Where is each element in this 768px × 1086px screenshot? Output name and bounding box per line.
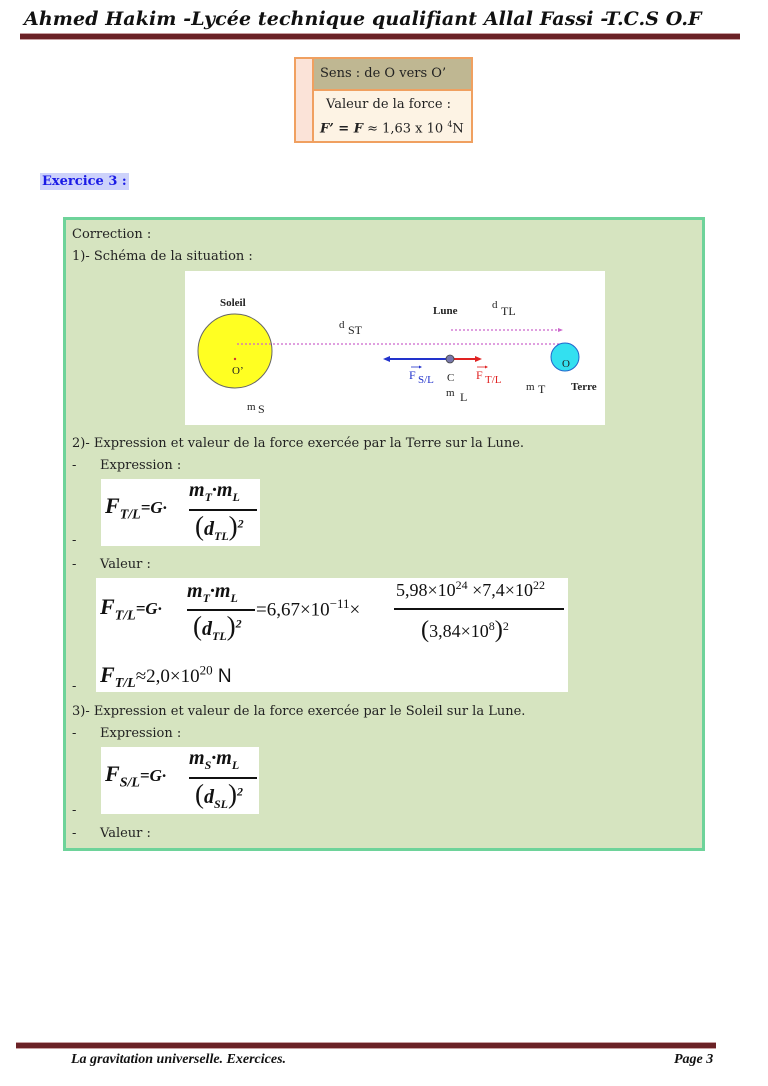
label-ftl-sub: T/L [485, 374, 502, 386]
label-ftl: F [476, 368, 483, 382]
label-fsl: F [409, 368, 416, 382]
label-terre: Terre [571, 381, 597, 393]
force-value-exp: 4 [447, 120, 453, 129]
force-box-stripe [296, 59, 314, 141]
valeur-label-q3: Valeur : [100, 826, 151, 841]
bullet-dash: - [72, 533, 77, 548]
footer-title: La gravitation universelle. Exercices. [71, 1052, 287, 1067]
bullet-dash: - [72, 726, 77, 741]
force-value-unit: N [452, 121, 464, 137]
bullet-dash: - [72, 826, 77, 841]
question-3: 3)- Expression et valeur de la force exercée par le Soleil sur la Lune. [72, 704, 526, 719]
diagram-svg [185, 271, 605, 425]
force-value-label: Valeur de la force : [326, 97, 452, 112]
force-summary-box [294, 57, 473, 143]
equation-fsl-expression: $F_{S/L}=G\cdot$ $m_S\cdot m_L$ $(d_{SL})^2$ [101, 747, 259, 814]
force-value-lhs: F’ = F [320, 121, 363, 137]
page-number: Page 3 [674, 1052, 714, 1067]
force-direction: Sens : de O vers O’ [314, 59, 471, 91]
question-2: 2)- Expression et valeur de la force exercée par la Terre sur la Lune. [72, 436, 525, 451]
header-divider [20, 33, 740, 40]
question-1: 1)- Schéma de la situation : [72, 249, 253, 264]
footer-divider [16, 1042, 716, 1049]
bullet-dash: - [72, 458, 77, 473]
bullet-dash: - [72, 557, 77, 572]
label-dst-sub: ST [348, 323, 363, 337]
label-mt-sub: T [538, 382, 546, 396]
label-ms-sub: S [258, 402, 265, 416]
force-value-rhs: ≈ 1,63 x 10 [362, 121, 448, 137]
label-fsl-sub: S/L [418, 374, 434, 386]
label-ms: m [247, 401, 256, 413]
label-lune: Lune [433, 305, 458, 317]
bullet-dash: - [72, 679, 77, 694]
label-ml: m [446, 387, 455, 399]
label-dtl-sub: TL [501, 304, 516, 318]
valeur-label-q2: Valeur : [100, 557, 151, 572]
label-mt: m [526, 381, 535, 393]
label-soleil: Soleil [220, 297, 246, 309]
label-dst: d [339, 319, 345, 331]
moon-icon [446, 355, 454, 363]
label-c: C [447, 372, 455, 384]
exercise-title: Exercice 3 : [42, 174, 127, 189]
label-dtl: d [492, 299, 498, 311]
bullet-dash: - [72, 803, 77, 818]
equation-ftl-value: $F_{T/L}=G\cdot$ $m_T\cdot m_L$ $(d_{TL})^2$ $=6,67\times 10^{-11}\times$ $5,98\times 10^{24} \times 7,4\times 10^{22}$ $(3,84\times 10^8)^2$ $F_{T/L}\approx 2,0\times 10^{20}$ N [96, 578, 568, 692]
correction-heading: Correction : [72, 227, 152, 242]
force-value [320, 120, 464, 136]
label-o: O [562, 358, 570, 370]
expression-label-q2: Expression : [100, 458, 182, 473]
expression-label-q3: Expression : [100, 726, 182, 741]
page-header-title: Ahmed Hakim -Lycée technique qualifiant Allal Fassi -T.C.S O.F [24, 8, 702, 30]
equation-ftl-expression: $F_{T/L}=G\cdot$ $m_T\cdot m_L$ $(d_{TL})^2$ [101, 479, 260, 546]
label-ml-sub: L [460, 390, 468, 404]
label-o-prime: O’ [232, 365, 244, 377]
sun-earth-moon-diagram [185, 271, 605, 425]
